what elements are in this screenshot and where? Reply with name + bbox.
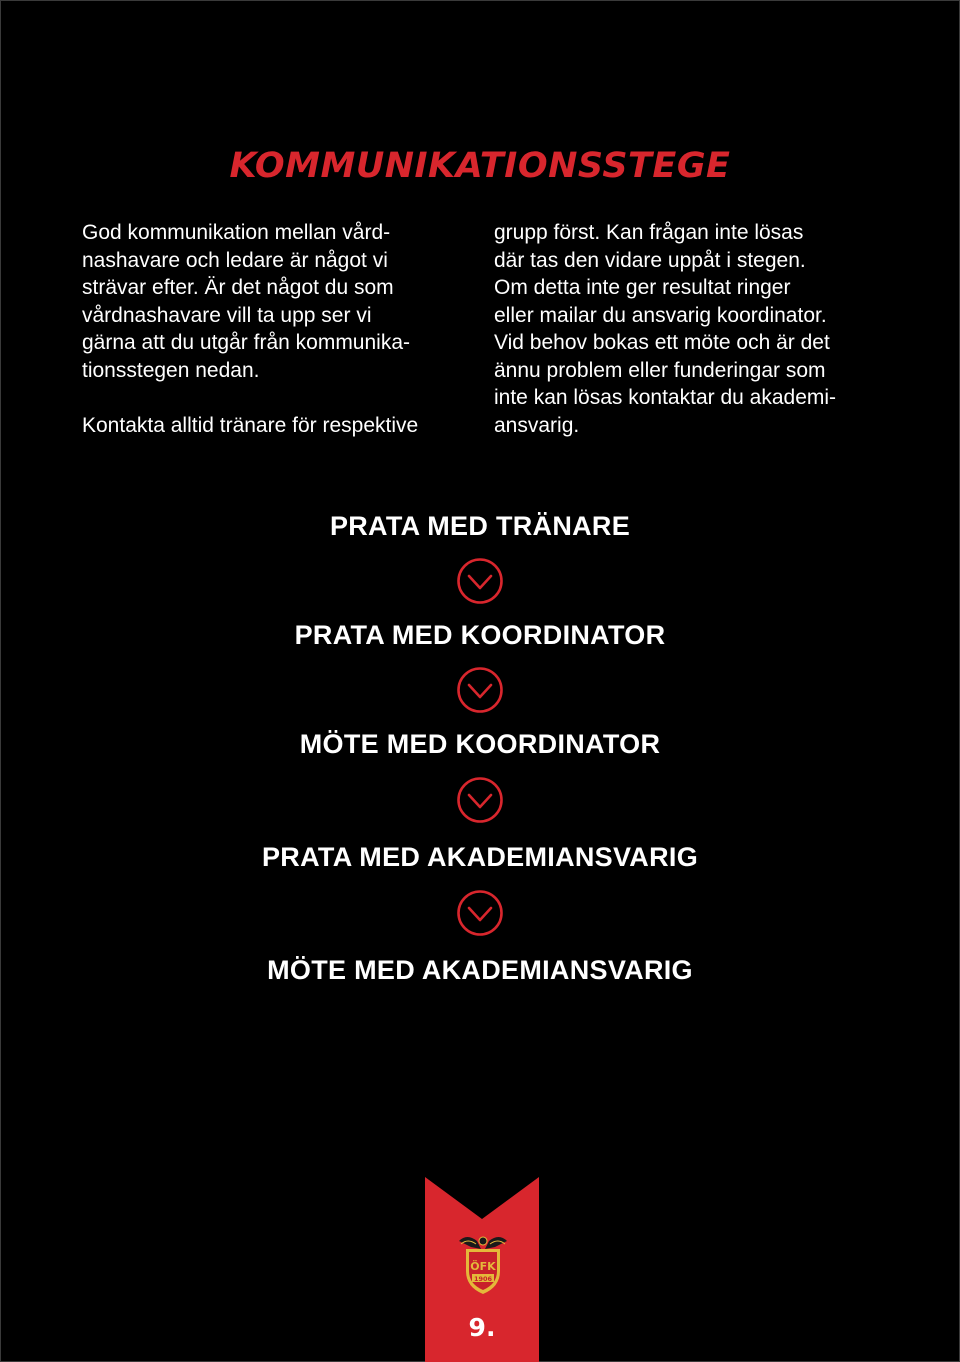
intro-line: ansvarig. — [494, 413, 580, 437]
chevron-down-icon — [456, 889, 504, 937]
page-number: 9. — [468, 1313, 496, 1342]
step-label: MÖTE MED KOORDINATOR — [299, 729, 661, 759]
intro-line: vårdnashavare vill ta upp ser vi — [82, 303, 372, 327]
club-crest-icon — [457, 1227, 509, 1297]
intro-line: Vid behov bokas ett möte och är det — [494, 331, 830, 354]
intro-line: tionsstegen nedan. — [82, 358, 260, 382]
intro-line: eller mailar du ansvarig koordinator. — [494, 303, 827, 327]
chevron-down-icon — [456, 776, 504, 824]
intro-line: ännu problem eller funderingar som — [494, 358, 826, 382]
intro-line: strävar efter. Är det något du som — [82, 276, 394, 299]
paragraph-gap — [82, 384, 472, 412]
intro-line: nashavare och ledare är något vi — [82, 248, 388, 272]
step-label: MÖTE MED AKADEMIANSVARIG — [267, 955, 693, 985]
page-ribbon — [425, 1177, 539, 1362]
crest-text: ÖFK — [470, 1260, 496, 1273]
chevron-down-icon — [456, 666, 504, 714]
chevron-down-icon — [456, 557, 504, 605]
intro-left-column — [82, 219, 472, 439]
step-label: PRATA MED AKADEMIANSVARIG — [262, 842, 698, 872]
intro-line: där tas den vidare uppåt i stegen. — [494, 248, 806, 272]
intro-line: Kontakta alltid tränare för respektive — [82, 413, 419, 437]
intro-right-column — [494, 219, 884, 439]
step-label: PRATA MED TRÄNARE — [329, 511, 631, 541]
intro-line: gärna att du utgår från kommunika- — [82, 331, 411, 354]
crest-year: 1906 — [473, 1275, 493, 1283]
intro-line: God kommunikation mellan vård- — [82, 221, 391, 244]
page-title: KOMMUNIKATIONSSTEGE — [229, 146, 731, 186]
intro-line: Om detta inte ger resultat ringer — [494, 276, 791, 299]
intro-line: inte kan lösas kontaktar du akademi- — [494, 386, 837, 409]
intro-line: grupp först. Kan frågan inte lösas — [494, 221, 804, 244]
step-label: PRATA MED KOORDINATOR — [294, 620, 666, 650]
